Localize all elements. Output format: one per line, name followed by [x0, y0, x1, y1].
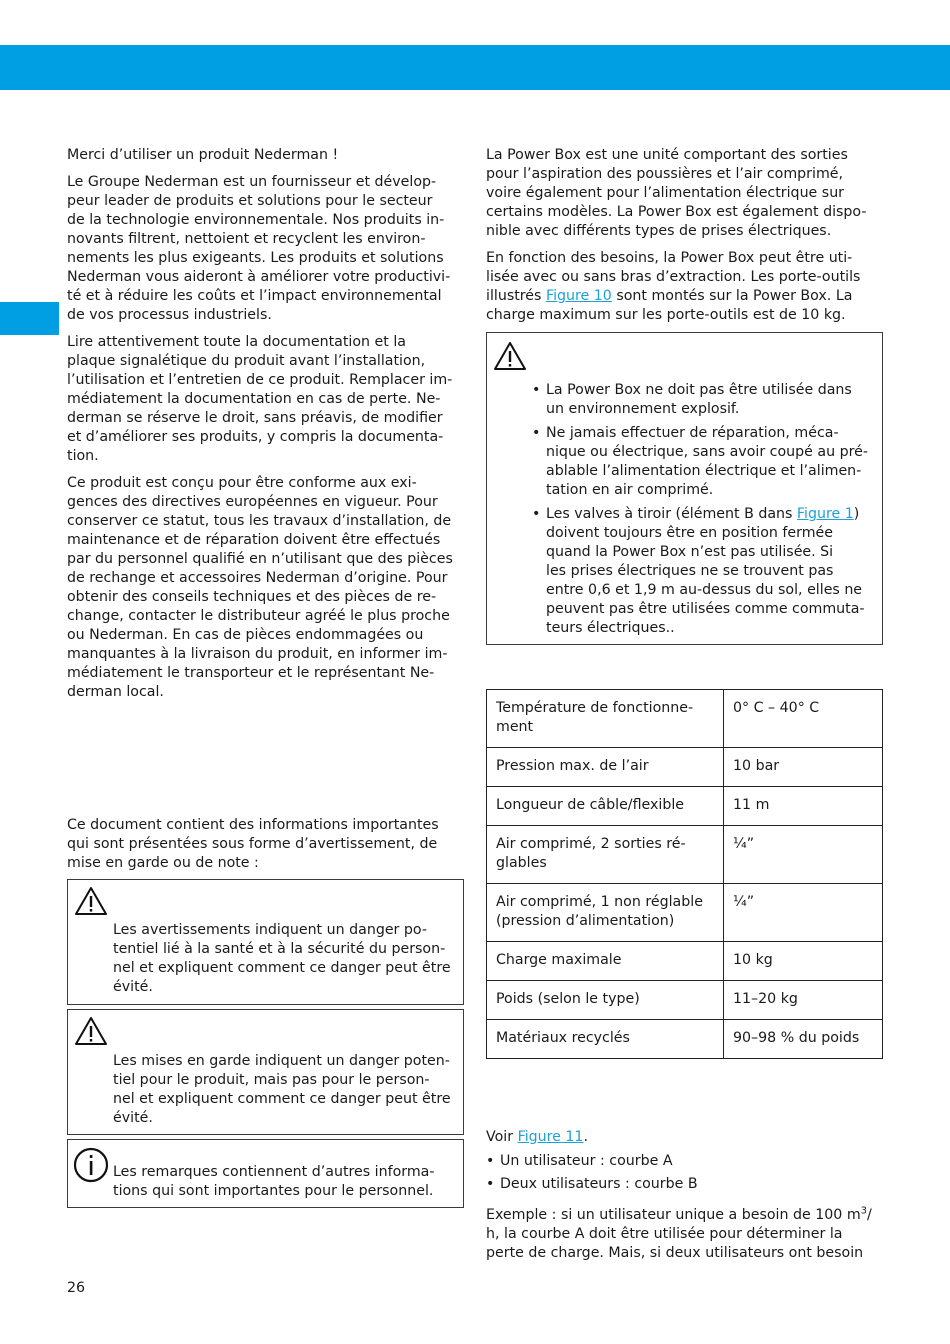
table-row	[487, 884, 883, 942]
figure-10-link[interactable]: Figure 10	[545, 288, 612, 304]
spec-label: Longueur de câble/flexible	[487, 787, 724, 826]
figure-1-link[interactable]: Figure 1	[796, 506, 854, 522]
example-text-b: / h, la courbe A doit être utilisée pour déterminer la perte de charge. Mais, si deux utilisateurs ont besoin	[486, 1207, 872, 1261]
powerbox-usage-text-b: sont montés sur la Power Box. La charge maximum sur les porte-outils est de 10 kg.	[486, 288, 853, 323]
intro-compliance: Ce produit est conçu pour être conforme aux exi- gences des directives européennes en vigueur. Pour conserver ce statut, tous les travaux d’installation, de maintenance et de réparation doivent être effectués par du personnel qualifié en n’utilisant que des pièces de rechange et accessoires Nederman d’origine. Pour obtenir des conseils techniques et des pièces de re- change, contacter le distributeur agréé le plus proche ou Nederman. En cas de pièces endommagées ou manquantes à la livraison du produit, en informer im- médiatement le transporteur et le représentant Ne- derman local.	[67, 475, 453, 700]
page-number: 26	[67, 1280, 86, 1296]
note-text: Les remarques contiennent d’autres informa- tions qui sont importantes pour le personnel.	[113, 1164, 435, 1199]
curve-list	[486, 1152, 882, 1194]
warning-text: Les avertissements indiquent un danger po- tentiel lié à la santé et à la sécurité du person- nel et expliquent comment ce danger peut être évité.	[113, 922, 451, 995]
left-column	[67, 146, 463, 710]
safety-warning-box	[486, 332, 883, 645]
right-column	[486, 146, 882, 333]
safety-item: • Ne jamais effectuer de réparation, méca- nique ou électrique, sans avoir coupé au pré- ablable l’alimentation électrique et l’alimen- tation en air comprimé.	[532, 424, 877, 500]
spec-label: Température de fonctionne- ment	[487, 690, 724, 748]
table-row	[487, 942, 883, 981]
spec-value: 90–98 % du poids	[724, 1020, 883, 1059]
warning-box	[67, 879, 464, 1005]
caution-text: Les mises en garde indiquent un danger poten- tiel pour le produit, mais pas pour le person- nel et expliquent comment ce danger peut être évité.	[113, 1053, 451, 1126]
figure-11-link[interactable]: Figure 11	[517, 1129, 584, 1145]
spec-value: 11 m	[724, 787, 883, 826]
safety-list	[532, 381, 877, 638]
info-icon	[73, 1147, 109, 1183]
safety-item-text-a: Les valves à tiroir (élément B dans	[546, 506, 797, 522]
list-item: • Un utilisateur : courbe A	[486, 1152, 882, 1171]
technical-data-table	[486, 689, 883, 1059]
see-figure-period: .	[583, 1129, 588, 1145]
safety-item: • La Power Box ne doit pas être utilisée dans un environnement explosif.	[532, 381, 877, 419]
table-row	[487, 748, 883, 787]
spec-label: Pression max. de l’air	[487, 748, 724, 787]
warning-triangle-icon	[74, 886, 108, 916]
example-superscript: 3	[860, 1205, 868, 1217]
spec-value: 10 kg	[724, 942, 883, 981]
powerbox-description: La Power Box est une unité comportant des sorties pour l’aspiration des poussières et l’air comprimé, voire également pour l’alimentation électrique sur certains modèles. La Power Box est également dispo- nible avec différents types de prises électriques.	[486, 147, 867, 239]
example-text-a: Exemple : si un utilisateur unique a besoin de 100 m	[486, 1207, 861, 1223]
notice-intro-text: Ce document contient des informations importantes qui sont présentées sous forme d’avertissement, de mise en garde ou de note :	[67, 817, 439, 871]
intro-thanks: Merci d’utiliser un produit Nederman !	[67, 147, 339, 163]
intro-company: Le Groupe Nederman est un fournisseur et dévelop- peur leader de produits et solutions pour le secteur de la technologie environnementale. Nos produits in- novants filtrent, nettoient et recyclent les environ- nements les plus exigeants. Les produits et solutions Nederman vous aideront à améliorer votre productivi- té et à réduire les coûts et l’impact environnemental de vos processus industriels.	[67, 174, 451, 323]
table-row	[487, 1020, 883, 1059]
caution-triangle-icon	[74, 1016, 108, 1046]
spec-label: Charge maximale	[487, 942, 724, 981]
note-box	[67, 1139, 464, 1208]
notice-intro	[67, 816, 463, 881]
table-row	[487, 787, 883, 826]
table-row	[487, 826, 883, 884]
header-bar	[0, 45, 950, 90]
see-figure-text: Voir	[486, 1129, 518, 1145]
safety-item	[532, 505, 877, 638]
section-tab-marker	[0, 302, 59, 335]
spec-label: Air comprimé, 1 non réglable (pression d’alimentation)	[487, 884, 724, 942]
spec-label: Air comprimé, 2 sorties ré- glables	[487, 826, 724, 884]
safety-item-text-b: ) doivent toujours être en position fermée quand la Power Box n’est pas utilisée. Si les prises électriques ne se trouvent pas entre 0,6 et 1,9 m au-dessus du sol, elles ne peuvent pas être utilisées comme commuta- teurs électriques..	[546, 506, 865, 636]
spec-value: 11–20 kg	[724, 981, 883, 1020]
example-paragraph	[486, 1206, 882, 1263]
caution-box	[67, 1009, 464, 1135]
powerbox-usage-text-a: En fonction des besoins, la Power Box peut être uti- lisée avec ou sans bras d’extraction. Les porte-outils illustrés	[486, 250, 861, 304]
spec-value: 0° C – 40° C	[724, 690, 883, 748]
pressure-drop-section	[486, 1128, 882, 1271]
intro-read-docs: Lire attentivement toute la documentation et la plaque signalétique du produit avant l’installation, l’utilisation et l’entretien de ce produit. Remplacer im- médiatement la documentation en cas de perte. Ne- derman se réserve le droit, sans préavis, de modifier et d’améliorer ses produits, y compris la documenta- tion.	[67, 334, 453, 464]
spec-value: ¼”	[724, 826, 883, 884]
spec-value: ¼”	[724, 884, 883, 942]
table-row	[487, 981, 883, 1020]
powerbox-usage	[486, 249, 882, 325]
spec-value: 10 bar	[724, 748, 883, 787]
spec-label: Poids (selon le type)	[487, 981, 724, 1020]
warning-triangle-icon	[493, 341, 527, 371]
spec-label: Matériaux recyclés	[487, 1020, 724, 1059]
see-figure-line	[486, 1128, 882, 1147]
list-item: • Deux utilisateurs : courbe B	[486, 1175, 882, 1194]
table-row	[487, 690, 883, 748]
